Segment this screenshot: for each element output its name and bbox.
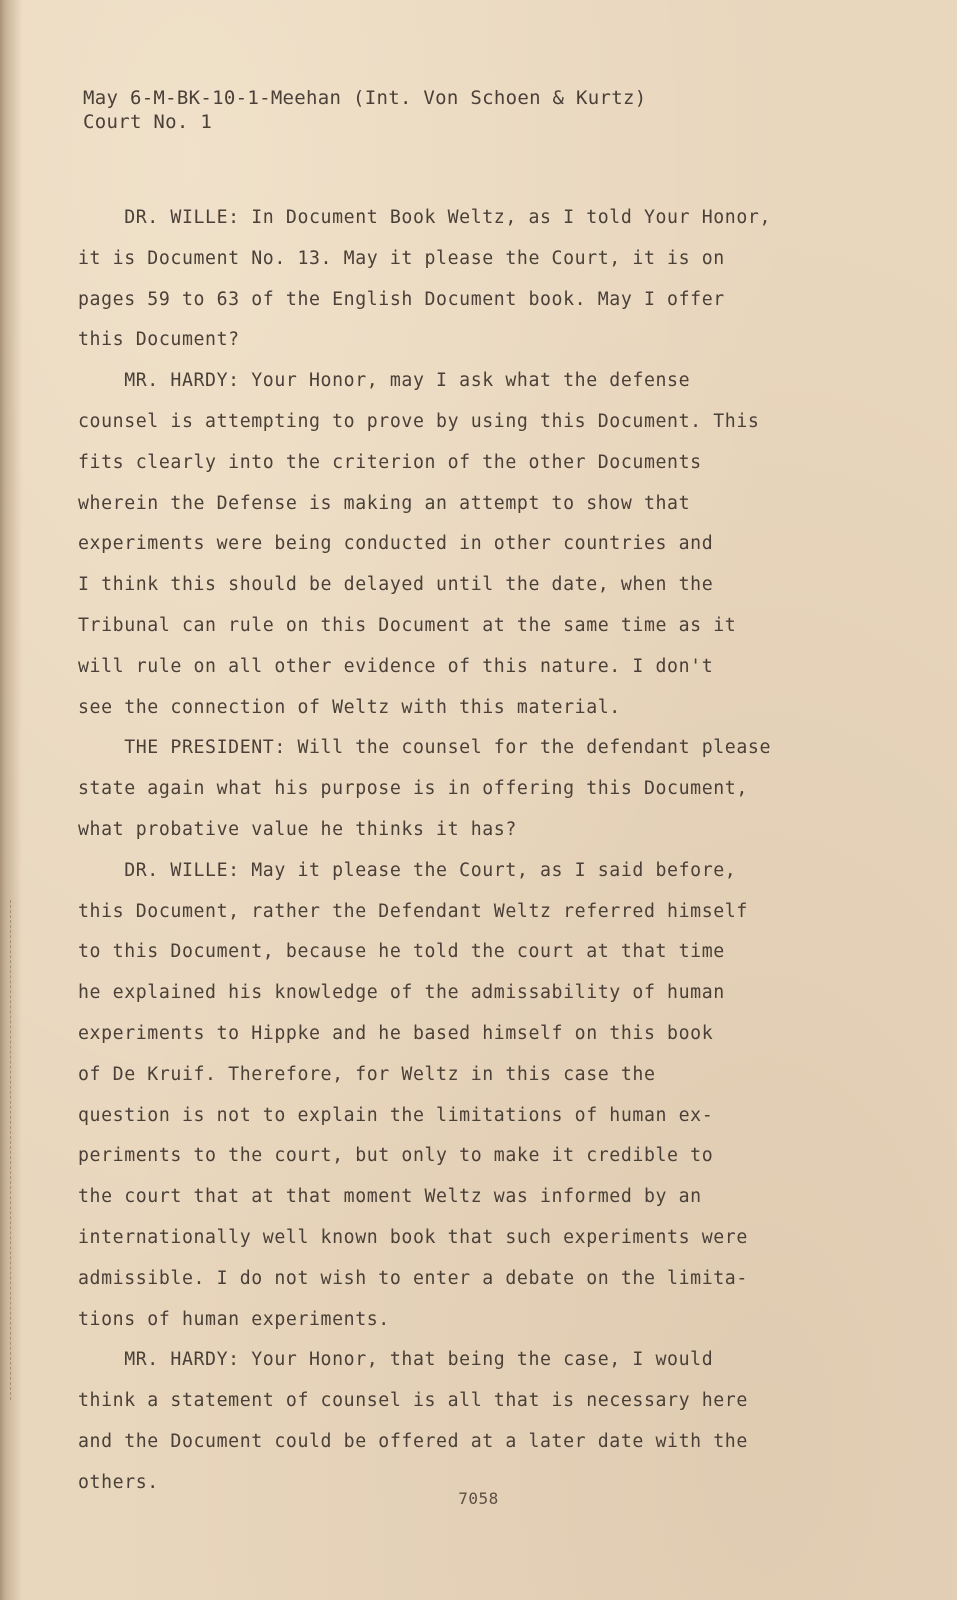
transcript-line: MR. HARDY: Your Honor, that being the case, I would [78, 1349, 714, 1371]
transcript-line: admissible. I do not wish to enter a debate on the limita- [78, 1267, 748, 1289]
transcript-line: and the Document could be offered at a later date with the [78, 1430, 748, 1452]
transcript-line: state again what his purpose is in offering this Document, [78, 778, 748, 800]
transcript-line: it is Document No. 13. May it please the Court, it is on [78, 247, 725, 269]
transcript-line: see the connection of Weltz with this material. [78, 696, 621, 718]
transcript-line: of De Kruif. Therefore, for Weltz in this case the [78, 1063, 656, 1085]
document-header [83, 86, 646, 134]
transcript-line: counsel is attempting to prove by using this Document. This [78, 410, 760, 432]
transcript-line: periments to the court, but only to make it credible to [78, 1145, 714, 1167]
transcript-line: internationally well known book that such experiments were [78, 1226, 748, 1248]
transcript-line: this Document? [78, 329, 240, 351]
transcript-line: DR. WILLE: May it please the Court, as I said before, [78, 859, 737, 881]
transcript-line: what probative value he thinks it has? [78, 818, 517, 840]
transcript-line: DR. WILLE: In Document Book Weltz, as I told Your Honor, [78, 207, 771, 228]
transcript-line: wherein the Defense is making an attempt to show that [78, 492, 691, 514]
transcript-line: MR. HARDY: Your Honor, may I ask what the defense [78, 370, 691, 392]
transcript-line: think a statement of counsel is all that is necessary here [78, 1390, 748, 1412]
page-binding-mark [10, 900, 21, 1400]
transcript-line: will rule on all other evidence of this nature. I don't [78, 655, 714, 677]
transcript-line: Tribunal can rule on this Document at the same time as it [78, 614, 737, 636]
transcript-line: THE PRESIDENT: Will the counsel for the defendant please [78, 737, 771, 759]
transcript-line: others. [78, 1471, 159, 1493]
transcript-body [78, 198, 838, 1504]
transcript-line: I think this should be delayed until the date, when the [78, 574, 714, 596]
transcript-line: this Document, rather the Defendant Weltz referred himself [78, 900, 748, 922]
header-court-line: Court No. 1 [83, 111, 213, 133]
transcript-line: experiments were being conducted in other countries and [78, 533, 714, 555]
header-case-line: May 6-M-BK-10-1-Meehan (Int. Von Schoen & Kurtz) [83, 87, 647, 109]
transcript-line: experiments to Hippke and he based himself on this book [78, 1022, 714, 1044]
transcript-line: the court that at that moment Weltz was informed by an [78, 1186, 702, 1208]
transcript-line: tions of human experiments. [78, 1308, 390, 1330]
transcript-line: pages 59 to 63 of the English Document book. May I offer [78, 288, 725, 310]
page-number: 7058 [458, 1489, 499, 1508]
transcript-line: to this Document, because he told the court at that time [78, 941, 725, 963]
transcript-line: he explained his knowledge of the admissability of human [78, 982, 725, 1004]
transcript-line: question is not to explain the limitations of human ex- [78, 1104, 714, 1126]
transcript-line: fits clearly into the criterion of the other Documents [78, 451, 702, 473]
